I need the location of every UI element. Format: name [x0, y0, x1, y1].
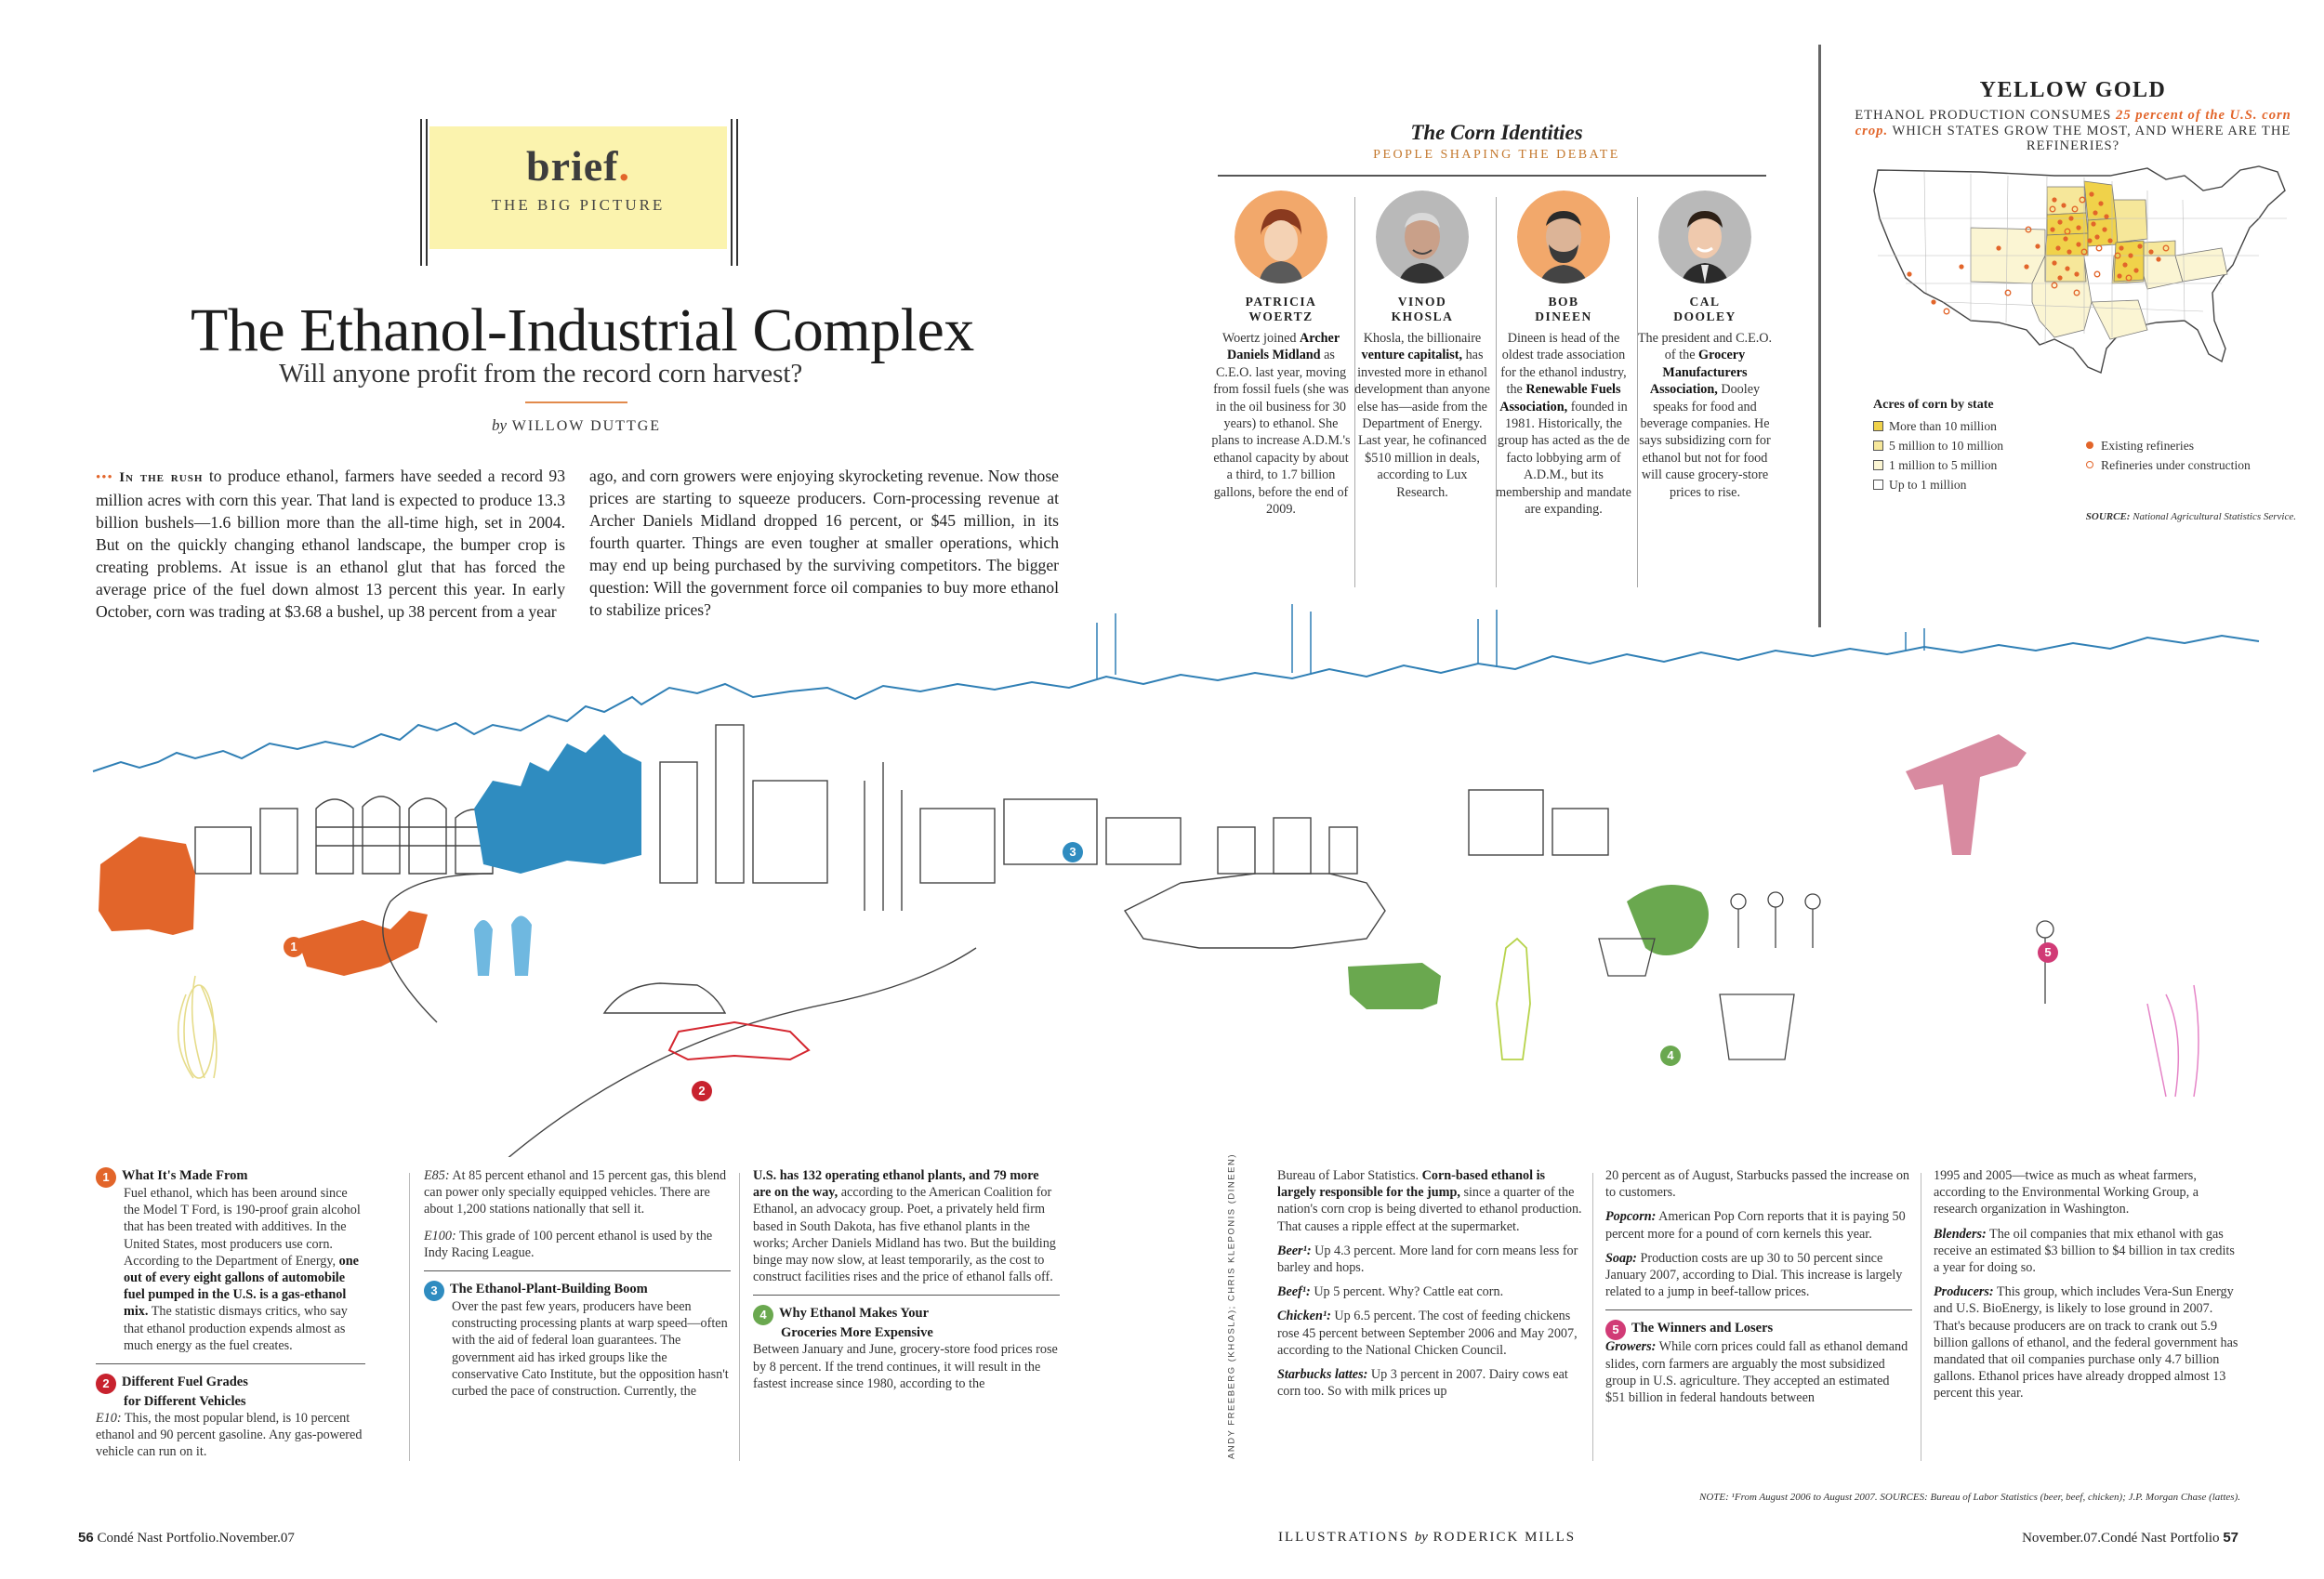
column-divider: [409, 1173, 410, 1461]
marker-3: 3: [1063, 842, 1089, 862]
brief-label: THE BIG PICTURE: [491, 196, 666, 214]
legend-swatch: [1873, 421, 1883, 431]
person-khosla: [1352, 191, 1493, 501]
legend-refinery-existing: Existing refineries: [2086, 439, 2194, 454]
brief-rule-right-inner: [736, 119, 738, 266]
legend-item: 5 million to 10 million: [1873, 439, 2003, 454]
brief-rule-left-inner: [426, 119, 428, 266]
section-number-4: 4: [753, 1305, 773, 1325]
legend-refinery-construction: Refineries under construction: [2086, 458, 2251, 473]
legend-swatch: [1873, 460, 1883, 470]
yellow-gold-title: YELLOW GOLD: [1979, 78, 2167, 102]
person-desc: Woertz joined Archer Daniels Midland as C.E.O. last year, moving from fossil fuels (she was in the oil business for 30 years) to ethanol. She plans to increase A.D.M.'s ethanol capacity by about a third, to 1.7 billion gallons, before the end of 2009.: [1211, 331, 1351, 518]
avatar: [1517, 191, 1610, 283]
section-1-what-its-made-from: 1 What It's Made From Fuel ethanol, which has been around since the Model T Ford, is 190-proof grain alcohol that has been treated with additives. In the United States, most producers use corn. According to the Department of Energy, one out of every eight gallons of automobile fuel pumped in the U.S. is a gas-ethanol mix. The statistic dismays critics, who say that ethanol production expends almost as much energy as the fuel creates. 2 Different Fuel Grades for Different Vehicles E10: This, the most popular blend, is 10 percent ethanol and 90 percent gasoline. Any gas-powered vehicle can run on it.: [96, 1167, 365, 1461]
corn-identities-title: The Corn Identities: [1410, 121, 1583, 144]
person-dineen: [1493, 191, 1634, 518]
section-number-2: 2: [96, 1374, 116, 1394]
section-rule: [1605, 1309, 1912, 1310]
legend-swatch: [1873, 480, 1883, 490]
intro-column-1: ••• In the rush to produce ethanol, farmers have seeded a record 93 million acres with corn this year. That land is expected to produce 13.3 billion bushels—1.6 billion more than the all-time high, set in 2004. But on the quickly changing ethanol landscape, the bumper crop is creating problems. At issue is an ethanol glut that has forced the average price of the fuel down almost 13 percent this year. In early October, corn was trading at $3.68 a bushel, up 38 percent from a year: [96, 467, 565, 621]
section-number-1: 1: [96, 1167, 116, 1188]
marker-1: 1: [284, 937, 310, 957]
brief-box: [429, 126, 727, 249]
footer-illustration-credit: ILLUSTRATIONS by RODERICK MILLS: [1278, 1530, 1577, 1545]
headline: The Ethanol-Industrial Complex: [191, 296, 974, 364]
brief-logo: brief.: [525, 142, 630, 190]
section-rule: [96, 1363, 365, 1364]
section-4-continued: Bureau of Labor Statistics. Corn-based ethanol is largely responsible for the jump, since a quarter of the nation's corn crop is being diverted to ethanol production. That causes a ripple effect at the supermarket. Beer¹: Up 4.3 percent. More land for corn means less for barley and hops. Beef¹: Up 5 percent. Why? Cattle eat corn. Chicken¹: Up 6.5 percent. The cost of feeding chickens rose 45 percent between September 2006 and May 2007, according to the National Chicken Council. Starbucks lattes: Up 3 percent in 2007. Dairy cows eat corn too. So with milk prices up: [1277, 1168, 1582, 1400]
person-name: VINOD KHOSLA: [1391, 295, 1454, 323]
person-desc: Dineen is head of the oldest trade association for the ethanol industry, the Renewable Fuels Association, founded in 1981. Historically, the group has acted as the de facto lobbying arm of A.D.M., but its membership and mandate are expanding.: [1496, 331, 1631, 518]
section-number-3: 3: [424, 1281, 444, 1301]
byline: by WILLOW DUTTGE: [491, 416, 662, 434]
legend-item: Up to 1 million: [1873, 478, 1966, 493]
column-divider: [739, 1173, 740, 1461]
us-corn-map: [1868, 163, 2296, 395]
section-4-groceries: 20 percent as of August, Starbucks passed the increase on to customers. Popcorn: American Pop Corn reports that it is paying 50 percent more for a pound of corn kernels this year. Soap: Production costs are up 30 to 50 percent since January 2007, according to Dial. This increase is largely related to a jump in beef-tallow prices. 5 The Winners and Losers Growers: While corn prices could fall as ethanol demand slides, corn farmers are arguably the most subsidized group in U.S. agriculture. They accepted an estimated $51 billion in federal handouts between: [1605, 1167, 1912, 1406]
footer-right: November.07.Condé Nast Portfolio 57: [2022, 1530, 2238, 1546]
marker-2: 2: [692, 1081, 718, 1101]
photo-credit: ANDY FREEBERG (KHOSLA); CHRIS KLEPONIS (DINEEN): [1226, 1153, 1237, 1459]
legend-title: Acres of corn by state: [1873, 398, 1994, 412]
illustration-panorama: [84, 595, 2278, 1157]
lead-dots: •••: [96, 470, 113, 485]
avatar: [1376, 191, 1469, 283]
intro-column-2: ago, and corn growers were enjoying skyrocketing revenue. Now those prices are starting to squeeze producers. Corn-processing revenue at Archer Daniels Midland dropped 16 percent, or $45 million, in its fourth quarter. Things are even tougher at smaller operations, which may end up being purchased by the surviving competitors. The bigger question: Will the government force oil companies to buy more ethanol to stabilize prices?: [589, 467, 1059, 619]
section-number-5: 5: [1605, 1320, 1626, 1340]
corn-identities-subtitle: PEOPLE SHAPING THE DEBATE: [1373, 148, 1620, 162]
yellow-gold-subtitle: ETHANOL PRODUCTION CONSUMES 25 percent of the U.S. corn crop. WHICH STATES GROW THE MOST, AND WHERE ARE THE REFINERIES?: [1855, 108, 2291, 153]
legend-item: 1 million to 5 million: [1873, 458, 1997, 473]
person-dooley: [1634, 191, 1776, 501]
person-woertz: [1210, 191, 1352, 518]
byline-rule: [525, 401, 627, 403]
marker-5: 5: [2038, 942, 2064, 963]
avatar: [1658, 191, 1751, 283]
lead-caps: In the rush: [119, 470, 204, 485]
footnote-sources: NOTE: ¹From August 2006 to August 2007. SOURCES: Bureau of Labor Statistics (beer, beef, chicken); J.P. Morgan Chase (lattes).: [1699, 1492, 2240, 1503]
brief-rule-right: [731, 119, 733, 266]
subhead: Will anyone profit from the record corn harvest?: [279, 359, 803, 388]
person-name: PATRICIA WOERTZ: [1245, 295, 1317, 323]
brief-rule-left: [420, 119, 422, 266]
section-rule: [753, 1295, 1060, 1296]
corn-identities-rule: [1218, 175, 1766, 177]
person-desc: Khosla, the billionaire venture capitalist, has invested more in ethanol development than anyone else has—aside from the Department of Energy. Last year, he cofinanced $510 million in deals, according to Lux Research.: [1354, 331, 1490, 500]
person-name: CAL DOOLEY: [1673, 295, 1736, 323]
map-source: SOURCE: National Agricultural Statistics Service.: [2085, 511, 2296, 522]
person-name: BOB DINEEN: [1535, 295, 1592, 323]
column-divider: [1592, 1173, 1593, 1461]
section-rule: [424, 1270, 731, 1271]
section-5-continued: 1995 and 2005—twice as much as wheat farmers, according to the Environmental Working Group, a research organization in Washington. Blenders: The oil companies that mix ethanol with gas receive an estimated $3 billion to $4 billion in tax credits a year for doing so. Producers: This group, which includes Vera-Sun Energy and U.S. BioEnergy, is likely to lose ground in 2007. That's because producers are on track to crank out 5.9 billion gallons of ethanol, and the federal government has mandated that oil companies purchase only 4.7 billion gallons. Ethanol prices have already dropped almost 13 percent this year.: [1934, 1168, 2238, 1401]
refinery-dot-icon: [2086, 441, 2093, 449]
legend-swatch: [1873, 441, 1883, 451]
yellow-gold-divider: [1818, 45, 1821, 627]
footer-left: 56 Condé Nast Portfolio.November.07: [78, 1530, 295, 1546]
marker-4: 4: [1660, 1046, 1686, 1066]
legend-item: More than 10 million: [1873, 419, 1997, 434]
avatar: [1235, 191, 1327, 283]
refinery-ring-icon: [2086, 461, 2093, 468]
person-desc: The president and C.E.O. of the Grocery Manufacturers Association, Dooley speaks for food and beverage companies. He says subsidizing corn for ethanol but not for food will cause grocery-store prices to rise.: [1637, 331, 1773, 500]
section-2-continued: E85: At 85 percent ethanol and 15 percent gas, this blend can power only specially equipped vehicles. There are about 1,200 stations nationally that sell it. E100: This grade of 100 percent ethanol is used by the Indy Racing League. 3 The Ethanol-Plant-Building Boom Over the past few years, producers have been constructing processing plants at warp speed—often with the aid of federal loan guarantees. The government aid has irked groups like the conservative Cato Institute, but the opposition hasn't curbed the pace of construction. Currently, the: [424, 1167, 731, 1400]
section-3-continued: U.S. has 132 operating ethanol plants, and 79 more are on the way, according to the American Coalition for Ethanol, an advocacy group. Poet, a privately held firm based in South Dakota, has five ethanol plants in the works; Archer Daniels Midland has two. But the building binge may now slow, at least temporarily, as the cost to construct facilities rises and the price of ethanol falls off. 4 Why Ethanol Makes Your Groceries More Expensive Between January and June, grocery-store food prices rose by 8 percent. If the trend continues, it will result in the fastest increase since 1980, according to the: [753, 1167, 1060, 1392]
